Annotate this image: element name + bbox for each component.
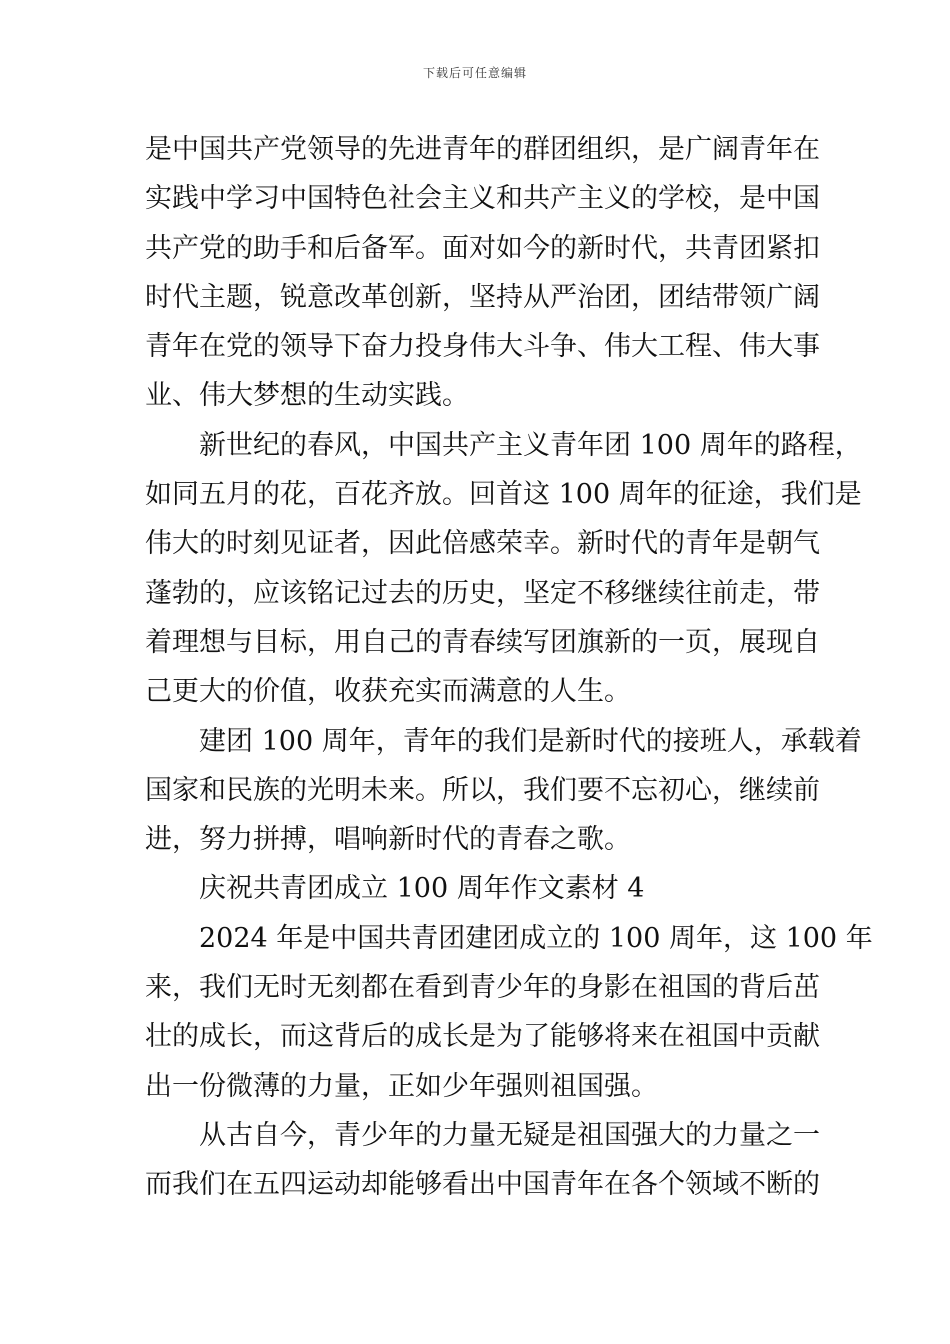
text-line: 业、伟大梦想的生动实践。 (145, 380, 469, 412)
text-line: 壮的成长，而这背后的成长是为了能够将来在祖国中贡献 (145, 1021, 820, 1053)
text-line: 进，努力拼搏，唱响新时代的青春之歌。 (145, 824, 631, 856)
text-line: 如同五月的花，百花齐放。回首这 100 周年的征途，我们是 (145, 479, 862, 511)
text-line: 实践中学习中国特色社会主义和共产主义的学校，是中国 (145, 183, 820, 215)
text-line: 国家和民族的光明未来。所以，我们要不忘初心，继续前 (145, 774, 820, 806)
text-line: 来，我们无时无刻都在看到青少年的身影在祖国的背后茁 (145, 972, 820, 1004)
text-line: 时代主题，锐意改革创新，坚持从严治团，团结带领广阔 (145, 281, 820, 313)
text-line: 己更大的价值，收获充实而满意的人生。 (145, 676, 631, 708)
page-header-note: 下载后可任意编辑 (422, 66, 527, 80)
text-line: 蓬勃的，应该铭记过去的历史，坚定不移继续往前走，带 (145, 577, 820, 609)
text-line: 新世纪的春风，中国共产主义青年团 100 周年的路程， (199, 429, 862, 461)
text-line: 着理想与目标，用自己的青春续写团旗新的一页，展现自 (145, 626, 820, 658)
text-line: 而我们在五四运动却能够看出中国青年在各个领域不断的 (145, 1169, 820, 1201)
text-line: 从古自今，青少年的力量无疑是祖国强大的力量之一 (199, 1119, 820, 1151)
text-line: 出一份微薄的力量，正如少年强则祖国强。 (145, 1070, 658, 1102)
text-line: 共产党的助手和后备军。面对如今的新时代，共青团紧扣 (145, 232, 820, 264)
text-line: 是中国共产党领导的先进青年的群团组织，是广阔青年在 (145, 134, 820, 165)
text-line: 2024 年是中国共青团建团成立的 100 周年，这 100 年 (199, 922, 873, 954)
document-body (145, 125, 873, 1210)
text-line: 建团 100 周年，青年的我们是新时代的接班人，承载着 (199, 725, 862, 757)
text-line: 伟大的时刻见证者，因此倍感荣幸。新时代的青年是朝气 (145, 528, 820, 560)
text-line: 庆祝共青团成立 100 周年作文素材 4 (199, 873, 645, 905)
text-line: 青年在党的领导下奋力投身伟大斗争、伟大工程、伟大事 (145, 331, 820, 363)
